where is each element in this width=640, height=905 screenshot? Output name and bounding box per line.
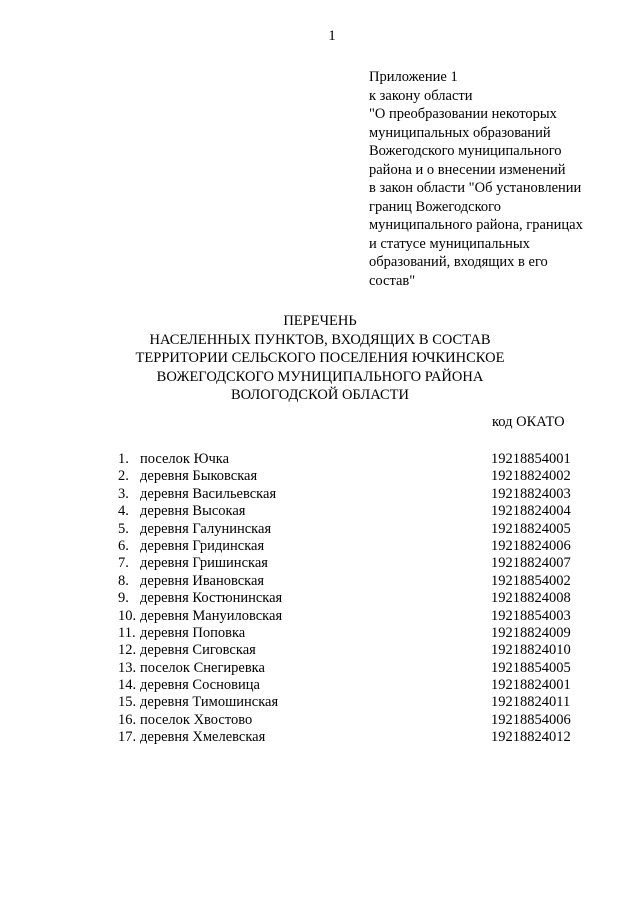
list-item — [118, 451, 578, 468]
list-item — [118, 468, 578, 485]
page-number: 1 — [328, 28, 336, 44]
settlement-name: деревня Поповка — [140, 624, 246, 641]
okato-code: 19218824005 — [491, 520, 571, 537]
appendix-line: образований, входящих в его — [369, 254, 548, 270]
okato-code: 19218854001 — [491, 451, 571, 467]
settlement-name: деревня Гришинская — [140, 555, 268, 572]
appendix-line: Приложение 1 — [369, 69, 458, 85]
okato-code: 19218824010 — [491, 642, 571, 659]
title-line: ВОЛОГОДСКОЙ ОБЛАСТИ — [231, 387, 409, 403]
list-item — [118, 608, 578, 625]
settlement-name: деревня Сосновица — [140, 677, 260, 694]
item-number: 2. — [118, 468, 129, 485]
list-item — [118, 642, 578, 659]
title-line: ПЕРЕЧЕНЬ — [283, 313, 357, 329]
item-number: 13. — [118, 659, 137, 676]
list-item — [118, 503, 578, 520]
list-item — [118, 729, 578, 746]
item-number: 11. — [118, 624, 136, 641]
list-item — [118, 625, 578, 642]
list-item — [118, 677, 578, 694]
title-line: ТЕРРИТОРИИ СЕЛЬСКОГО ПОСЕЛЕНИЯ ЮЧКИНСКОЕ — [135, 350, 505, 366]
okato-code: 19218824003 — [491, 485, 571, 502]
item-number: 10. — [118, 607, 137, 624]
list-item — [118, 555, 578, 572]
appendix-line: муниципального района, границах — [369, 217, 583, 233]
list-item — [118, 573, 578, 590]
list-item — [118, 694, 578, 711]
okato-code: 19218824001 — [491, 677, 571, 694]
settlement-name: деревня Васильевская — [140, 485, 277, 502]
item-number: 12. — [118, 642, 137, 659]
item-number: 14. — [118, 677, 137, 694]
settlement-list — [118, 451, 578, 747]
okato-code: 19218854003 — [491, 607, 571, 624]
item-number: 17. — [118, 729, 137, 746]
settlement-name: поселок Ючка — [140, 451, 230, 467]
list-item — [118, 712, 578, 729]
item-number: 16. — [118, 711, 137, 728]
list-item — [118, 660, 578, 677]
item-number: 5. — [118, 520, 129, 537]
settlement-name: деревня Сиговская — [140, 642, 256, 659]
appendix-note — [369, 68, 619, 290]
item-number: 6. — [118, 537, 129, 554]
appendix-line: в закон области "Об установлении — [369, 180, 582, 196]
settlement-name: деревня Гридинская — [140, 537, 265, 554]
appendix-line: и статусе муниципальных — [369, 235, 530, 252]
item-number: 15. — [118, 694, 137, 711]
settlement-name: деревня Костюнинская — [140, 590, 283, 607]
appendix-line: к закону области — [369, 87, 473, 104]
title-line: ВОЖЕГОДСКОГО МУНИЦИПАЛЬНОГО РАЙОНА — [156, 368, 484, 385]
appendix-line: состав" — [369, 272, 416, 289]
okato-code: 19218824004 — [491, 503, 571, 520]
settlement-name: деревня Быковская — [140, 468, 258, 485]
appendix-line: Вожегодского муниципального — [369, 143, 562, 159]
okato-code: 19218824006 — [491, 537, 571, 554]
settlement-name: деревня Высокая — [140, 503, 246, 520]
document-title — [110, 312, 530, 405]
okato-code: 19218854002 — [491, 572, 571, 589]
appendix-line: района и о внесении изменений — [369, 161, 566, 178]
item-number: 8. — [118, 572, 129, 589]
okato-code-header: код ОКАТО — [492, 414, 565, 430]
okato-code: 19218824002 — [491, 468, 571, 485]
title-line: НАСЕЛЕННЫХ ПУНКТОВ, ВХОДЯЩИХ В СОСТАВ — [149, 331, 491, 348]
item-number: 9. — [118, 590, 129, 607]
appendix-line: муниципальных образований — [369, 124, 551, 141]
item-number: 4. — [118, 503, 129, 520]
appendix-line: "О преобразовании некоторых — [369, 106, 557, 122]
list-item — [118, 538, 578, 555]
settlement-name: поселок Хвостово — [140, 711, 253, 728]
appendix-line: границ Вожегодского — [369, 198, 501, 215]
settlement-name: деревня Ивановская — [140, 572, 265, 589]
list-item — [118, 521, 578, 538]
okato-code: 19218854005 — [491, 659, 571, 676]
okato-code: 19218854006 — [491, 711, 571, 728]
okato-code: 19218824012 — [491, 729, 571, 746]
settlement-name: деревня Тимошинская — [140, 694, 279, 711]
okato-code: 19218824008 — [491, 590, 571, 607]
list-item — [118, 486, 578, 503]
okato-code: 19218824007 — [491, 555, 571, 572]
okato-code: 19218824009 — [491, 624, 571, 641]
item-number: 1. — [118, 451, 129, 467]
settlement-name: деревня Хмелевская — [140, 729, 266, 746]
settlement-name: деревня Мануиловская — [140, 607, 283, 624]
item-number: 3. — [118, 485, 129, 502]
list-item — [118, 590, 578, 607]
settlement-name: поселок Снегиревка — [140, 659, 265, 676]
okato-code: 19218824011 — [491, 694, 571, 711]
settlement-name: деревня Галунинская — [140, 520, 272, 537]
item-number: 7. — [118, 555, 129, 572]
